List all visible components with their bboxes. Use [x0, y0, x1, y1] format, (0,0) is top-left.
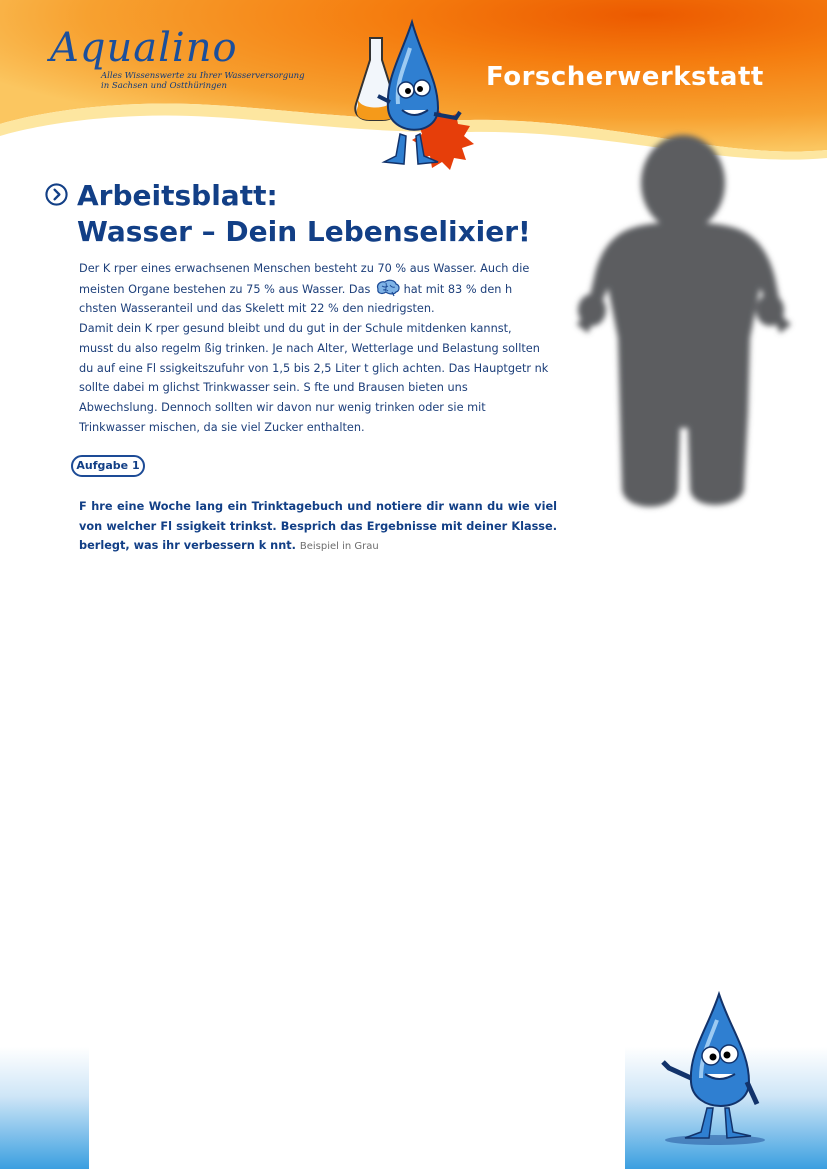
worksheet-title	[77, 178, 531, 250]
water-drop-mascot-icon	[655, 990, 775, 1150]
task-text	[79, 497, 557, 557]
brand-tagline-line1: Alles Wissenswerte zu Ihrer Wasserversorgung	[101, 71, 305, 81]
task-badge: Aufgabe 1	[71, 455, 145, 477]
brain-icon	[374, 279, 400, 297]
human-silhouette-figure	[560, 128, 820, 528]
brand-tagline	[101, 71, 341, 91]
intro-paragraph-1	[79, 259, 549, 319]
intro-paragraph-2: Damit dein K rper gesund bleibt und du gut in der Schule mitdenken kannst, musst du also regelm ßig trinken. Je nach Alter, Wetterlage und Belastung sollten du auf eine Fl ssigkeitszufuhr von 1,5 bis 2,5 Liter t glich achten. Das Hauptgetr nk sollte dabei m glichst Trinkwasser sein. S fte und Brausen bieten uns Abwechslung. Dennoch sollten wir davon nur wenig trinken oder sie mit Trinkwasser mischen, da sie viel Zucker enthalten.	[79, 322, 549, 434]
intro-text-part2: hat mit 83 % den h chsten Wasseranteil und das Skelett mit 22 % den niedrigsten.	[79, 282, 513, 316]
task-note: Beispiel in Grau	[299, 541, 379, 553]
chevron-right-circle-icon	[45, 183, 68, 206]
intro-text	[79, 259, 549, 437]
section-title: Forscherwerkstatt	[486, 62, 764, 92]
brand-name: Aqualino	[50, 25, 238, 71]
worksheet-title-line1: Arbeitsblatt:	[77, 179, 278, 212]
brand-logo	[50, 25, 238, 71]
intro-text-part1: Der K rper eines erwachsenen Menschen besteht zu 70 % aus Wasser. Auch die meisten Organe bestehen zu 75 % aus Wasser. Das	[79, 262, 530, 296]
brand-tagline-line2: in Sachsen und Ostthüringen	[101, 81, 227, 91]
water-wave-left	[0, 1047, 89, 1169]
task-instruction: F hre eine Woche lang ein Trinktagebuch und notiere dir wann du wie viel von welcher Fl ssigkeit trinkst. Besprich das Ergebnisse mit deiner Klasse. berlegt, was ihr verbessern k nnt.	[79, 500, 557, 553]
worksheet-title-line2: Wasser – Dein Lebenselixier!	[77, 215, 531, 248]
water-drop-mascot-flask-icon	[350, 18, 480, 178]
